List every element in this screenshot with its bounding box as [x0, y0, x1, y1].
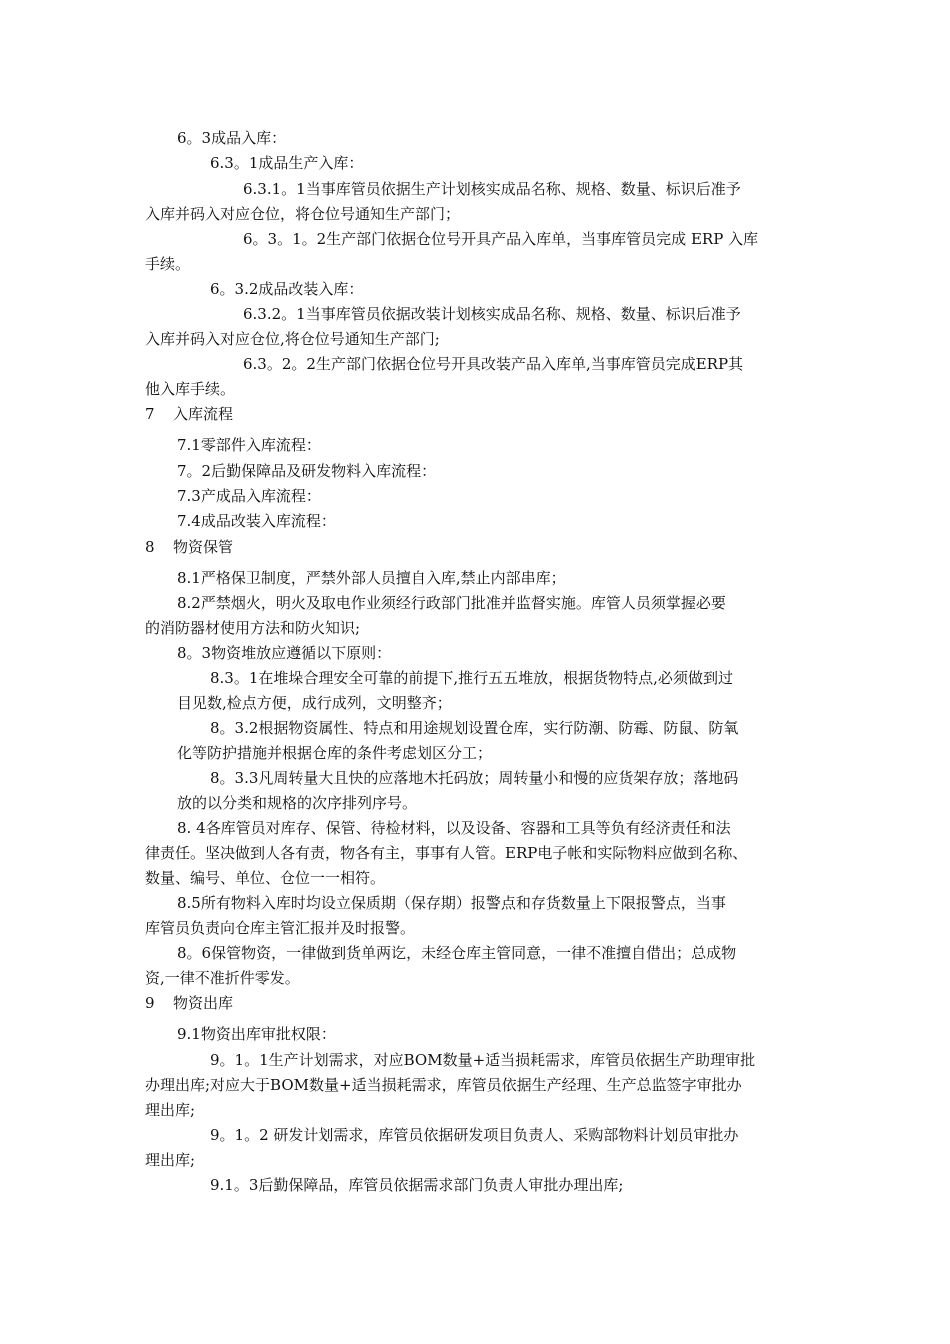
- para-8-4-line-3: 数量、编号、单位、仓位一一相符。: [145, 869, 386, 887]
- para-8-2-line-2: 的消防器材使用方法和防火知识;: [145, 619, 361, 637]
- para-8-3-3-line-2: 放的以分类和规格的次序排列序号。: [177, 794, 418, 812]
- section-9-title: 物资出库: [173, 994, 234, 1012]
- section-7-item-2: 7。2后勤保障品及研发物料入库流程：: [177, 462, 437, 480]
- para-8-1: 8.1严格保卫制度，严禁外部人员擅自入库,禁止内部串库；: [177, 569, 566, 587]
- para-9-1-1-line-1: 9。1。1生产计划需求，对应BOM数量+适当损耗需求，库管员依据生产助理审批: [210, 1051, 756, 1069]
- section-8-number: 8: [145, 538, 155, 556]
- section-7-item-1: 7.1零部件入库流程：: [177, 436, 321, 454]
- section-6-3-2-title: 6。3.2成品改装入库：: [210, 280, 364, 298]
- para-8-3: 8。3物资堆放应遵循以下原则：: [177, 644, 392, 662]
- para-8-3-1-line-1: 8.3。1在堆垛合理安全可靠的前提下,推行五五堆放，根据货物特点,必须做到过: [210, 669, 733, 687]
- section-6-3-title: 6。3成品入库：: [177, 129, 287, 147]
- para-6-3-2-1-line-1: 6.3.2。1当事库管员依据改装计划核实成品名称、规格、数量、标识后准予: [243, 305, 741, 323]
- para-9-1: 9.1物资出库审批权限：: [177, 1025, 336, 1043]
- para-8-2-line-1: 8.2严禁烟火，明火及取电作业须经行政部门批准并监督实施。库管人员须掌握必要: [177, 594, 726, 612]
- para-6-3-2-2-line-2: 他入库手续。: [145, 380, 236, 398]
- para-9-1-2-line-1: 9。1。2 研发计划需求，库管员依据研发项目负责人、采购部物料计划员审批办: [210, 1126, 739, 1144]
- section-7-number: 7: [145, 405, 155, 423]
- para-9-1-2-line-2: 理出库;: [145, 1151, 196, 1169]
- para-9-1-3: 9.1。3后勤保障品，库管员依据需求部门负责人审批办理出库;: [210, 1176, 624, 1194]
- para-8-3-2-line-1: 8。3.2根据物资属性、特点和用途规划设置仓库，实行防潮、防霉、防鼠、防氧: [210, 719, 739, 737]
- para-8-3-3-line-1: 8。3.3凡周转量大且快的应落地木托码放；周转量小和慢的应货架存放；落地码: [210, 769, 739, 787]
- para-8-4-line-1: 8. 4各库管员对库存、保管、待检材料，以及设备、容器和工具等负有经济责任和法: [177, 819, 731, 837]
- para-6-3-2-2-line-1: 6.3。2。2生产部门依据仓位号开具改装产品入库单,当事库管员完成ERP其: [243, 355, 744, 373]
- section-8-title: 物资保管: [173, 538, 234, 556]
- para-8-3-1-line-2: 目见数,检点方便，成行成列，文明整齐；: [177, 694, 452, 712]
- para-6-3-1-2-line-2: 手续。: [145, 255, 191, 273]
- section-7-item-3: 7.3产成品入库流程：: [177, 487, 321, 505]
- section-6-3-1-title: 6.3。1成品生产入库：: [210, 154, 364, 172]
- section-7-heading: [145, 404, 233, 424]
- section-9-heading: [145, 993, 233, 1013]
- para-8-6-line-2: 资,一律不准折件零发。: [145, 969, 300, 987]
- para-9-1-1-line-2: 办理出库;对应大于BOM数量+适当损耗需求，库管员依据生产经理、生产总监签字审批办: [145, 1076, 742, 1094]
- para-9-1-1-line-3: 理出库;: [145, 1101, 196, 1119]
- section-7-item-4: 7.4成品改装入库流程：: [177, 512, 336, 530]
- para-6-3-1-1-line-2: 入库并码入对应仓位，将仓位号通知生产部门；: [145, 205, 461, 223]
- para-8-5-line-1: 8.5所有物料入库时均设立保质期（保存期）报警点和存货数量上下限报警点，当事: [177, 894, 726, 912]
- para-6-3-1-2-line-1: 6。3。1。2生产部门依据仓位号开具产品入库单，当事库管员完成 ERP 入库: [243, 230, 759, 248]
- para-8-4-line-2: 律责任。坚决做到人各有责，物各有主，事事有人管。ERP电子帐和实际物料应做到名称、: [145, 844, 748, 862]
- section-7-title: 入库流程: [173, 405, 234, 423]
- section-8-heading: [145, 537, 233, 557]
- section-9-number: 9: [145, 994, 155, 1012]
- para-6-3-1-1-line-1: 6.3.1。1当事库管员依据生产计划核实成品名称、规格、数量、标识后准予: [243, 180, 741, 198]
- para-8-6-line-1: 8。6保管物资，一律做到货单两讫，未经仓库主管同意，一律不准擅自借出；总成物: [177, 944, 737, 962]
- para-6-3-2-1-line-2: 入库并码入对应仓位,将仓位号通知生产部门;: [145, 330, 440, 348]
- para-8-5-line-2: 库管员负责向仓库主管汇报并及时报警。: [145, 919, 416, 937]
- para-8-3-2-line-2: 化等防护措施并根据仓库的条件考虑划区分工；: [177, 744, 493, 762]
